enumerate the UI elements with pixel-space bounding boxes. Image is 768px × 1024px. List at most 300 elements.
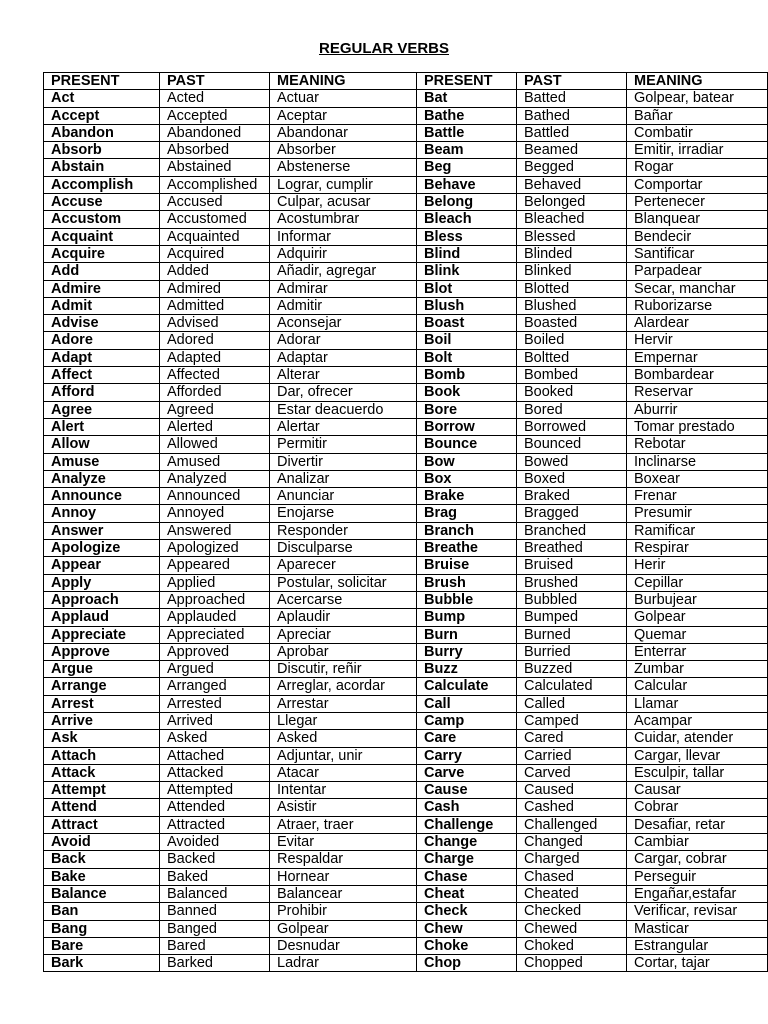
cell-meaning-2: Bendecir <box>627 228 768 245</box>
cell-meaning-1: Intentar <box>270 782 417 799</box>
cell-past-1: Appreciated <box>160 626 270 643</box>
cell-present-2: Cheat <box>417 885 517 902</box>
cell-past-2: Battled <box>517 124 627 141</box>
cell-meaning-1: Asked <box>270 730 417 747</box>
table-row <box>44 920 768 937</box>
cell-present-1: Absorb <box>44 142 160 159</box>
table-row <box>44 194 768 211</box>
cell-meaning-1: Adquirir <box>270 245 417 262</box>
cell-meaning-2: Presumir <box>627 505 768 522</box>
cell-present-1: Announce <box>44 488 160 505</box>
cell-past-2: Braked <box>517 488 627 505</box>
table-row <box>44 367 768 384</box>
cell-past-2: Belonged <box>517 194 627 211</box>
cell-past-2: Blushed <box>517 297 627 314</box>
header-meaning-1: MEANING <box>270 73 417 90</box>
table-row <box>44 730 768 747</box>
cell-past-1: Acted <box>160 90 270 107</box>
cell-past-1: Accused <box>160 194 270 211</box>
cell-present-1: Ban <box>44 903 160 920</box>
cell-present-1: Analyze <box>44 470 160 487</box>
cell-meaning-2: Burbujear <box>627 591 768 608</box>
cell-meaning-2: Estrangular <box>627 937 768 954</box>
cell-meaning-2: Cargar, llevar <box>627 747 768 764</box>
cell-present-2: Cash <box>417 799 517 816</box>
cell-past-1: Announced <box>160 488 270 505</box>
cell-meaning-2: Secar, manchar <box>627 280 768 297</box>
cell-present-2: Bounce <box>417 436 517 453</box>
cell-past-1: Acquainted <box>160 228 270 245</box>
cell-present-2: Battle <box>417 124 517 141</box>
cell-past-2: Batted <box>517 90 627 107</box>
table-row <box>44 315 768 332</box>
cell-past-1: Approved <box>160 643 270 660</box>
cell-present-1: Avoid <box>44 834 160 851</box>
cell-meaning-1: Hornear <box>270 868 417 885</box>
cell-present-1: Approach <box>44 591 160 608</box>
cell-present-1: Accomplish <box>44 176 160 193</box>
cell-meaning-2: Causar <box>627 782 768 799</box>
cell-meaning-1: Arrestar <box>270 695 417 712</box>
regular-verbs-table <box>43 72 768 972</box>
cell-past-2: Challenged <box>517 816 627 833</box>
table-row <box>44 228 768 245</box>
cell-past-1: Backed <box>160 851 270 868</box>
cell-past-1: Answered <box>160 522 270 539</box>
cell-present-1: Apologize <box>44 540 160 557</box>
table-row <box>44 903 768 920</box>
cell-meaning-1: Admitir <box>270 297 417 314</box>
cell-present-1: Amuse <box>44 453 160 470</box>
table-row <box>44 955 768 972</box>
cell-present-2: Bat <box>417 90 517 107</box>
header-past-2: PAST <box>517 73 627 90</box>
cell-meaning-1: Alterar <box>270 367 417 384</box>
cell-meaning-1: Abstenerse <box>270 159 417 176</box>
cell-past-2: Bored <box>517 401 627 418</box>
cell-meaning-1: Adaptar <box>270 349 417 366</box>
cell-present-1: Bark <box>44 955 160 972</box>
table-row <box>44 488 768 505</box>
cell-past-2: Boasted <box>517 315 627 332</box>
cell-past-1: Abandoned <box>160 124 270 141</box>
cell-meaning-2: Empernar <box>627 349 768 366</box>
cell-meaning-1: Atraer, traer <box>270 816 417 833</box>
header-past-1: PAST <box>160 73 270 90</box>
cell-present-1: Balance <box>44 885 160 902</box>
cell-meaning-2: Combatir <box>627 124 768 141</box>
cell-past-2: Changed <box>517 834 627 851</box>
cell-present-1: Attract <box>44 816 160 833</box>
cell-present-2: Call <box>417 695 517 712</box>
cell-past-2: Bowed <box>517 453 627 470</box>
table-row <box>44 885 768 902</box>
cell-present-2: Brag <box>417 505 517 522</box>
cell-meaning-2: Masticar <box>627 920 768 937</box>
cell-present-1: Arrange <box>44 678 160 695</box>
cell-meaning-2: Acampar <box>627 712 768 729</box>
table-row <box>44 332 768 349</box>
table-row <box>44 643 768 660</box>
cell-meaning-2: Llamar <box>627 695 768 712</box>
cell-meaning-1: Permitir <box>270 436 417 453</box>
cell-past-2: Burried <box>517 643 627 660</box>
cell-present-2: Brake <box>417 488 517 505</box>
cell-past-1: Attempted <box>160 782 270 799</box>
cell-present-2: Blush <box>417 297 517 314</box>
cell-past-2: Camped <box>517 712 627 729</box>
header-present-2: PRESENT <box>417 73 517 90</box>
cell-present-1: Attach <box>44 747 160 764</box>
cell-present-2: Beg <box>417 159 517 176</box>
cell-present-1: Allow <box>44 436 160 453</box>
cell-meaning-1: Absorber <box>270 142 417 159</box>
cell-present-2: Carve <box>417 764 517 781</box>
table-row <box>44 540 768 557</box>
table-row <box>44 591 768 608</box>
cell-present-2: Branch <box>417 522 517 539</box>
cell-past-2: Branched <box>517 522 627 539</box>
table-row <box>44 574 768 591</box>
cell-past-1: Accepted <box>160 107 270 124</box>
table-row <box>44 851 768 868</box>
cell-meaning-1: Lograr, cumplir <box>270 176 417 193</box>
table-row <box>44 176 768 193</box>
cell-meaning-2: Inclinarse <box>627 453 768 470</box>
cell-past-2: Chopped <box>517 955 627 972</box>
cell-past-2: Brushed <box>517 574 627 591</box>
table-row <box>44 782 768 799</box>
cell-meaning-2: Enterrar <box>627 643 768 660</box>
cell-present-2: Boil <box>417 332 517 349</box>
cell-past-1: Amused <box>160 453 270 470</box>
cell-meaning-1: Aplaudir <box>270 609 417 626</box>
cell-past-1: Balanced <box>160 885 270 902</box>
cell-meaning-1: Divertir <box>270 453 417 470</box>
cell-present-1: Attend <box>44 799 160 816</box>
cell-past-1: Avoided <box>160 834 270 851</box>
cell-meaning-2: Santificar <box>627 245 768 262</box>
cell-meaning-1: Asistir <box>270 799 417 816</box>
cell-past-2: Boxed <box>517 470 627 487</box>
cell-past-1: Admitted <box>160 297 270 314</box>
cell-past-1: Arrested <box>160 695 270 712</box>
cell-present-2: Boast <box>417 315 517 332</box>
cell-meaning-2: Engañar,estafar <box>627 885 768 902</box>
cell-meaning-2: Alardear <box>627 315 768 332</box>
cell-present-1: Arrest <box>44 695 160 712</box>
cell-past-1: Baked <box>160 868 270 885</box>
cell-meaning-1: Arreglar, acordar <box>270 678 417 695</box>
cell-present-2: Belong <box>417 194 517 211</box>
cell-meaning-2: Golpear, batear <box>627 90 768 107</box>
table-row <box>44 764 768 781</box>
cell-meaning-2: Calcular <box>627 678 768 695</box>
cell-present-2: Check <box>417 903 517 920</box>
cell-meaning-1: Respaldar <box>270 851 417 868</box>
cell-present-1: Applaud <box>44 609 160 626</box>
table-row <box>44 557 768 574</box>
cell-present-1: Abstain <box>44 159 160 176</box>
cell-past-2: Blotted <box>517 280 627 297</box>
cell-meaning-2: Cuidar, atender <box>627 730 768 747</box>
cell-meaning-2: Cortar, tajar <box>627 955 768 972</box>
cell-present-1: Affect <box>44 367 160 384</box>
page-title: REGULAR VERBS <box>318 40 449 57</box>
cell-meaning-1: Añadir, agregar <box>270 263 417 280</box>
cell-meaning-1: Desnudar <box>270 937 417 954</box>
cell-past-1: Added <box>160 263 270 280</box>
cell-present-2: Beam <box>417 142 517 159</box>
table-row <box>44 211 768 228</box>
cell-meaning-2: Cargar, cobrar <box>627 851 768 868</box>
table-row <box>44 678 768 695</box>
table-row <box>44 418 768 435</box>
cell-present-1: Acquaint <box>44 228 160 245</box>
cell-present-2: Burn <box>417 626 517 643</box>
cell-past-1: Attended <box>160 799 270 816</box>
cell-present-2: Choke <box>417 937 517 954</box>
cell-present-1: Acquire <box>44 245 160 262</box>
cell-present-1: Attempt <box>44 782 160 799</box>
cell-past-1: Approached <box>160 591 270 608</box>
cell-past-2: Beamed <box>517 142 627 159</box>
table-row <box>44 661 768 678</box>
cell-past-1: Barked <box>160 955 270 972</box>
table-row <box>44 470 768 487</box>
cell-past-2: Chased <box>517 868 627 885</box>
cell-present-2: Bubble <box>417 591 517 608</box>
cell-meaning-1: Enojarse <box>270 505 417 522</box>
cell-present-2: Chase <box>417 868 517 885</box>
cell-present-1: Accustom <box>44 211 160 228</box>
cell-present-1: Answer <box>44 522 160 539</box>
cell-present-2: Behave <box>417 176 517 193</box>
cell-meaning-1: Dar, ofrecer <box>270 384 417 401</box>
table-row <box>44 834 768 851</box>
cell-meaning-1: Aconsejar <box>270 315 417 332</box>
table-row <box>44 349 768 366</box>
table-row <box>44 937 768 954</box>
cell-past-2: Cheated <box>517 885 627 902</box>
cell-present-2: Book <box>417 384 517 401</box>
cell-meaning-2: Aburrir <box>627 401 768 418</box>
cell-present-2: Bow <box>417 453 517 470</box>
table-body <box>44 90 768 972</box>
cell-meaning-2: Bombardear <box>627 367 768 384</box>
cell-past-1: Arranged <box>160 678 270 695</box>
cell-meaning-2: Blanquear <box>627 211 768 228</box>
cell-present-1: Appreciate <box>44 626 160 643</box>
table-row <box>44 245 768 262</box>
cell-past-2: Bubbled <box>517 591 627 608</box>
cell-present-1: Advise <box>44 315 160 332</box>
cell-meaning-1: Discutir, reñir <box>270 661 417 678</box>
cell-meaning-2: Reservar <box>627 384 768 401</box>
cell-meaning-2: Esculpir, tallar <box>627 764 768 781</box>
cell-meaning-2: Pertenecer <box>627 194 768 211</box>
cell-meaning-2: Ramificar <box>627 522 768 539</box>
cell-meaning-1: Apreciar <box>270 626 417 643</box>
table-row <box>44 142 768 159</box>
cell-past-2: Caused <box>517 782 627 799</box>
cell-present-1: Admit <box>44 297 160 314</box>
cell-past-2: Burned <box>517 626 627 643</box>
cell-meaning-2: Cobrar <box>627 799 768 816</box>
cell-present-2: Challenge <box>417 816 517 833</box>
cell-meaning-1: Aparecer <box>270 557 417 574</box>
cell-past-1: Banged <box>160 920 270 937</box>
cell-past-2: Booked <box>517 384 627 401</box>
cell-meaning-2: Cepillar <box>627 574 768 591</box>
cell-past-2: Blessed <box>517 228 627 245</box>
table-row <box>44 401 768 418</box>
cell-meaning-2: Perseguir <box>627 868 768 885</box>
cell-present-2: Change <box>417 834 517 851</box>
table-row <box>44 609 768 626</box>
cell-meaning-1: Responder <box>270 522 417 539</box>
cell-past-2: Called <box>517 695 627 712</box>
cell-meaning-2: Parpadear <box>627 263 768 280</box>
cell-past-1: Applauded <box>160 609 270 626</box>
cell-past-1: Allowed <box>160 436 270 453</box>
cell-past-1: Accustomed <box>160 211 270 228</box>
cell-present-2: Bump <box>417 609 517 626</box>
table-row <box>44 124 768 141</box>
cell-past-2: Checked <box>517 903 627 920</box>
cell-past-2: Bruised <box>517 557 627 574</box>
table-header-row <box>44 73 768 90</box>
cell-meaning-1: Analizar <box>270 470 417 487</box>
cell-present-2: Bolt <box>417 349 517 366</box>
cell-past-1: Attracted <box>160 816 270 833</box>
cell-meaning-1: Anunciar <box>270 488 417 505</box>
cell-meaning-1: Ladrar <box>270 955 417 972</box>
cell-present-1: Agree <box>44 401 160 418</box>
cell-past-2: Charged <box>517 851 627 868</box>
cell-past-2: Blinked <box>517 263 627 280</box>
cell-meaning-1: Admirar <box>270 280 417 297</box>
cell-meaning-2: Tomar prestado <box>627 418 768 435</box>
cell-past-2: Bounced <box>517 436 627 453</box>
cell-past-2: Buzzed <box>517 661 627 678</box>
cell-meaning-2: Desafiar, retar <box>627 816 768 833</box>
table-row <box>44 747 768 764</box>
cell-present-1: Appear <box>44 557 160 574</box>
cell-meaning-1: Llegar <box>270 712 417 729</box>
cell-past-1: Alerted <box>160 418 270 435</box>
table-row <box>44 453 768 470</box>
cell-meaning-2: Golpear <box>627 609 768 626</box>
cell-meaning-2: Quemar <box>627 626 768 643</box>
cell-present-1: Admire <box>44 280 160 297</box>
cell-present-2: Blot <box>417 280 517 297</box>
cell-past-1: Argued <box>160 661 270 678</box>
cell-present-1: Arrive <box>44 712 160 729</box>
cell-present-2: Calculate <box>417 678 517 695</box>
cell-meaning-1: Acostumbrar <box>270 211 417 228</box>
cell-present-1: Accept <box>44 107 160 124</box>
cell-past-2: Begged <box>517 159 627 176</box>
cell-meaning-2: Frenar <box>627 488 768 505</box>
table-row <box>44 280 768 297</box>
cell-present-1: Attack <box>44 764 160 781</box>
cell-present-1: Abandon <box>44 124 160 141</box>
table-row <box>44 159 768 176</box>
table-row <box>44 436 768 453</box>
cell-present-1: Bare <box>44 937 160 954</box>
cell-meaning-2: Zumbar <box>627 661 768 678</box>
cell-present-2: Cause <box>417 782 517 799</box>
cell-present-2: Chew <box>417 920 517 937</box>
cell-present-2: Care <box>417 730 517 747</box>
cell-past-1: Agreed <box>160 401 270 418</box>
cell-present-2: Blind <box>417 245 517 262</box>
cell-past-1: Absorbed <box>160 142 270 159</box>
cell-past-1: Asked <box>160 730 270 747</box>
cell-past-2: Carved <box>517 764 627 781</box>
cell-meaning-1: Estar deacuerdo <box>270 401 417 418</box>
table-row <box>44 712 768 729</box>
table-row <box>44 297 768 314</box>
cell-past-1: Applied <box>160 574 270 591</box>
cell-present-2: Box <box>417 470 517 487</box>
cell-meaning-1: Golpear <box>270 920 417 937</box>
cell-present-1: Apply <box>44 574 160 591</box>
cell-present-2: Bomb <box>417 367 517 384</box>
cell-meaning-1: Disculparse <box>270 540 417 557</box>
cell-past-1: Acquired <box>160 245 270 262</box>
cell-present-1: Act <box>44 90 160 107</box>
cell-past-1: Adapted <box>160 349 270 366</box>
cell-meaning-2: Hervir <box>627 332 768 349</box>
cell-present-2: Brush <box>417 574 517 591</box>
cell-meaning-1: Evitar <box>270 834 417 851</box>
cell-meaning-2: Ruborizarse <box>627 297 768 314</box>
table-row <box>44 816 768 833</box>
cell-meaning-2: Emitir, irradiar <box>627 142 768 159</box>
cell-present-1: Adore <box>44 332 160 349</box>
cell-present-2: Bore <box>417 401 517 418</box>
cell-present-1: Bang <box>44 920 160 937</box>
cell-present-2: Bless <box>417 228 517 245</box>
cell-meaning-2: Rogar <box>627 159 768 176</box>
cell-present-2: Breathe <box>417 540 517 557</box>
cell-past-1: Apologized <box>160 540 270 557</box>
cell-present-1: Adapt <box>44 349 160 366</box>
header-meaning-2: MEANING <box>627 73 768 90</box>
cell-present-2: Camp <box>417 712 517 729</box>
table-row <box>44 505 768 522</box>
cell-meaning-2: Boxear <box>627 470 768 487</box>
cell-past-2: Calculated <box>517 678 627 695</box>
cell-present-1: Accuse <box>44 194 160 211</box>
cell-past-1: Bared <box>160 937 270 954</box>
cell-past-2: Bumped <box>517 609 627 626</box>
cell-past-2: Behaved <box>517 176 627 193</box>
cell-past-1: Admired <box>160 280 270 297</box>
cell-meaning-1: Balancear <box>270 885 417 902</box>
cell-meaning-2: Bañar <box>627 107 768 124</box>
cell-present-1: Afford <box>44 384 160 401</box>
cell-meaning-1: Adjuntar, unir <box>270 747 417 764</box>
cell-present-2: Bruise <box>417 557 517 574</box>
cell-meaning-1: Alertar <box>270 418 417 435</box>
cell-past-2: Cared <box>517 730 627 747</box>
cell-meaning-2: Cambiar <box>627 834 768 851</box>
cell-present-2: Charge <box>417 851 517 868</box>
cell-present-1: Ask <box>44 730 160 747</box>
